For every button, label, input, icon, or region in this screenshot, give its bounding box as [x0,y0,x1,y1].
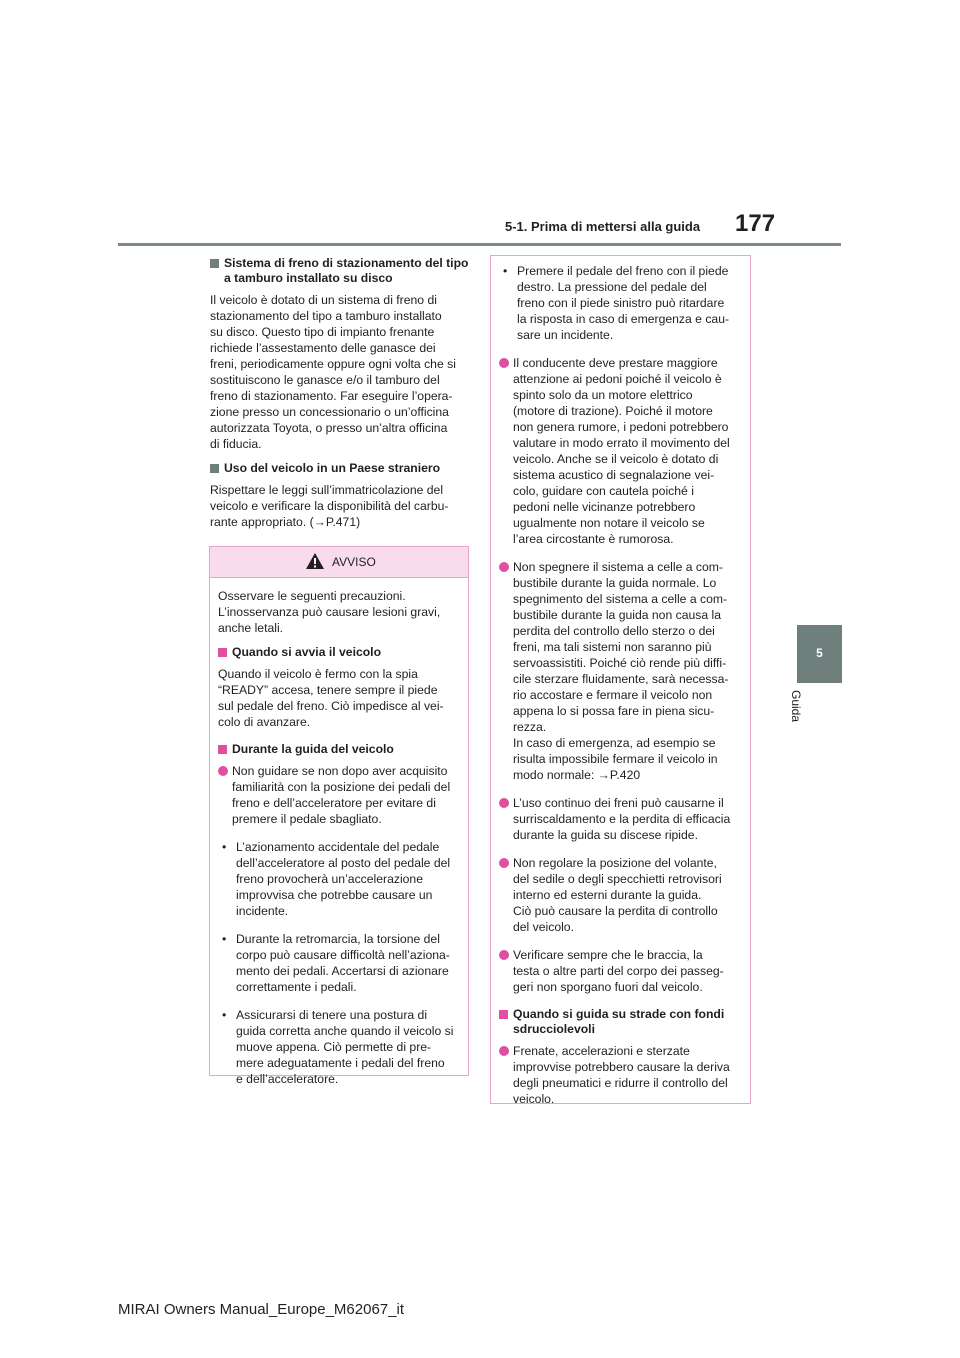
circle-bullet-icon [499,858,509,868]
chapter-label: Guida [789,690,803,723]
dot-bullet-icon: • [222,1008,227,1022]
dot-bullet-icon: • [222,840,227,854]
text-line: attenzione ai pedoni poiché il veicolo è [513,372,722,386]
text-line: Frenate, accelerazioni e sterzate [513,1044,690,1058]
bullet-text [513,355,744,547]
text-line: non genera rumore, i pedoni potrebbero [513,420,729,434]
text-line: ugualmente non notare il veicolo se [513,516,705,530]
text-line: modo normale: →P.420 [513,768,641,782]
square-bullet-icon [218,648,227,657]
section-body [210,292,472,452]
text-line: Il conducente deve prestare maggiore [513,356,718,370]
sub-heading-text: Durante la guida del veicolo [232,742,394,756]
dash-bullet-item [218,1007,462,1087]
warning-triangle-icon [305,552,325,570]
section-heading [210,256,472,286]
text-line: spinto solo da un motore elettrico [513,388,693,402]
square-bullet-icon [218,745,227,754]
warning-box-body [210,578,468,1087]
dash-bullet-item [218,839,462,919]
text-line: Durante la retromarcia, la torsione del [236,932,440,946]
text-line: stazionamento del tipo a tamburo installato [210,309,442,323]
text-line: improvvise potrebbero causare la deriva [513,1060,730,1074]
text-line: rante appropriato. (→P.471) [210,515,361,529]
text-line: L’uso continuo dei freni può causarne il [513,796,724,810]
sub-heading [499,1007,744,1037]
square-bullet-icon [499,1010,508,1019]
text-line: Verificare sempre che le braccia, la [513,948,703,962]
text-line: familiarità con la posizione dei pedali del [232,780,451,794]
circle-bullet-icon [499,1046,509,1056]
text-line: In caso di emergenza, ad esempio se [513,736,716,750]
text-line: bustibile durante la guida non causa la [513,608,722,622]
bullet-text [236,1007,462,1087]
text-line: del veicolo. [513,920,574,934]
text-line: autorizzata Toyota, o presso un’altra officina [210,421,448,435]
chapter-tab[interactable]: 5 [797,625,842,683]
dash-bullet-item [499,263,744,343]
dot-bullet-icon: • [503,264,508,278]
text-line: sul pedale del freno. Ciò impedisce al vei- [218,699,444,713]
left-column [210,256,472,530]
text-line: freni, ma tali sistemi non saranno più [513,640,712,654]
warning-intro [218,588,462,636]
footer-manual-id: MIRAI Owners Manual_Europe_M62067_it [118,1301,404,1318]
text-line: correttamente i pedali. [236,980,357,994]
text-line: guida corretta anche quando il veicolo si [236,1024,454,1038]
text-line: sare un incidente. [517,328,614,342]
text-line: corpo può causare difficoltà nell’aziona- [236,948,450,962]
section-heading [210,461,472,476]
text-line: geri non sporgano fuori dal veicolo. [513,980,703,994]
text-line: veicolo. [513,1092,555,1106]
text-line: richiede l’assestamento delle ganasce dei [210,341,436,355]
section-heading-text: Uso del veicolo in un Paese straniero [224,461,441,475]
text-line: Premere il pedale del freno con il piede [517,264,729,278]
text-line: perdita del controllo dello sterzo o dei [513,624,715,638]
bullet-text [513,855,744,935]
text-line: appena lo si possa fare in piena sicu- [513,704,715,718]
warning-title: AVVISO [332,555,376,569]
square-bullet-icon [210,464,219,473]
text-line: freno di stazionamento. Far eseguire l’opera- [210,389,453,403]
sub-heading-text: Quando si guida su strade con fondi sdrucciolevoli [513,1007,725,1036]
circle-bullet-icon [499,950,509,960]
text-line: L’azionamento accidentale del pedale [236,840,440,854]
text-line: la risposta in caso di emergenza e cau- [517,312,730,326]
circle-bullet-item [499,1043,744,1107]
text-line: L’inosservanza può causare lesioni gravi, [218,605,441,619]
text-line: risulta impossibile fermare il veicolo in [513,752,718,766]
text-line: muove appena. Ciò permette di pre- [236,1040,432,1054]
section-heading-text: Sistema di freno di stazionamento del tipo a tamburo installato su disco [224,256,469,285]
text-line: sostituiscono le ganasce e/o il tamburo del [210,373,440,387]
text-line: surriscaldamento e la perdita di efficacia [513,812,731,826]
text-line: Non regolare la posizione del volante, [513,856,717,870]
text-line: freni, periodicamente oppure ogni volta che si [210,357,456,371]
text-line: colo di avanzare. [218,715,311,729]
sub-heading [218,645,462,660]
text-line: incidente. [236,904,289,918]
text-line: Osservare le seguenti precauzioni. [218,589,406,603]
text-line: pedoni nelle vicinanze potrebbero [513,500,696,514]
bullet-text [232,763,462,827]
text-line: Il veicolo è dotato di un sistema di freno di [210,293,437,307]
text-line: veicolo. Anche se il veicolo è dotato di [513,452,719,466]
header-divider [118,243,841,246]
text-line: servoassistiti. Poiché ciò rende più diffi- [513,656,727,670]
text-line: premere il pedale sbagliato. [232,812,382,826]
text-line: Rispettare le leggi sull’immatricolazione del [210,483,444,497]
text-line: (motore di trazione). Poiché il motore [513,404,713,418]
bullet-text [513,947,744,995]
text-line: del sedile o degli specchietti retrovisori [513,872,722,886]
text-line: Non spegnere il sistema a celle a com- [513,560,723,574]
text-line: zione presso un concessionario o un’officina [210,405,449,419]
circle-bullet-item [499,559,744,783]
section-body [210,482,472,530]
text-line: bustibile durante la guida normale. Lo [513,576,717,590]
text-line: valutare in modo errato il movimento del [513,436,730,450]
dash-bullet-item [218,931,462,995]
circle-bullet-icon [499,358,509,368]
text-line: improvvisa che potrebbe causare un [236,888,433,902]
text-line: rio accostare e fermare il veicolo non [513,688,713,702]
text-line: mere adeguatamente i pedali del freno [236,1056,445,1070]
text-line: spegnimento del sistema a celle a com- [513,592,728,606]
text-line: Assicurarsi di tenere una postura di [236,1008,428,1022]
text-line: degli pneumatici e ridurre il controllo del [513,1076,728,1090]
text-line: freno provocherà un’accelerazione [236,872,423,886]
text-line: Quando il veicolo è fermo con la spia [218,667,418,681]
text-line: mento dei pedali. Accertarsi di azionare [236,964,449,978]
text-line: testa o altre parti del corpo dei passeg- [513,964,724,978]
warning-box [209,546,469,1086]
text-line: Non guidare se non dopo aver acquisito [232,764,448,778]
text-line: su disco. Questo tipo di impianto frenante [210,325,435,339]
sub-heading-text: Quando si avvia il veicolo [232,645,382,659]
sub-heading [218,742,462,757]
text-line: “READY” accesa, tenere sempre il piede [218,683,438,697]
text-line: cile sterzare fluidamente, sarà necessa- [513,672,729,686]
bullet-text [517,263,744,343]
circle-bullet-icon [218,766,228,776]
dot-bullet-icon: • [222,932,227,946]
bullet-text [513,1043,744,1107]
circle-bullet-item [499,855,744,935]
text-line: destro. La pressione del pedale del [517,280,707,294]
circle-bullet-icon [499,798,509,808]
warning-box-header [210,547,468,578]
text-line: anche letali. [218,621,284,635]
circle-bullet-item [499,355,744,547]
text-line: di fiducia. [210,437,262,451]
text-line: interno ed esterni durante la guida. [513,888,702,902]
text-line: freno con il piede sinistro può ritardare [517,296,725,310]
text-line: Ciò può causare la perdita di controllo [513,904,718,918]
text-line: colo, guidare con cautela poiché i [513,484,694,498]
circle-bullet-item [499,795,744,843]
text-line: sistema acustico di segnalazione vei- [513,468,715,482]
text-line: dell’acceleratore al posto del pedale del [236,856,451,870]
bullet-text [513,795,744,843]
text-line: freno e dell’acceleratore per evitare di [232,796,436,810]
bullet-text [236,839,462,919]
text-line: rezza. [513,720,547,734]
text-line: veicolo e verificare la disponibilità del carbu- [210,499,449,513]
text-line: e dell’acceleratore. [236,1072,339,1086]
header-section-title: 5-1. Prima di mettersi alla guida [505,219,701,234]
square-bullet-icon [210,259,219,268]
text-line: l’area circostante è rumorosa. [513,532,674,546]
warning-box-body [491,256,750,1107]
sub-body [218,666,462,730]
bullet-text [513,559,744,783]
page-number: 177 [735,210,776,237]
circle-bullet-item [218,763,462,827]
text-line: durante la guida su discese ripide. [513,828,698,842]
circle-bullet-item [499,947,744,995]
bullet-text [236,931,462,995]
warning-box-continued [490,255,751,1104]
circle-bullet-icon [499,562,509,572]
